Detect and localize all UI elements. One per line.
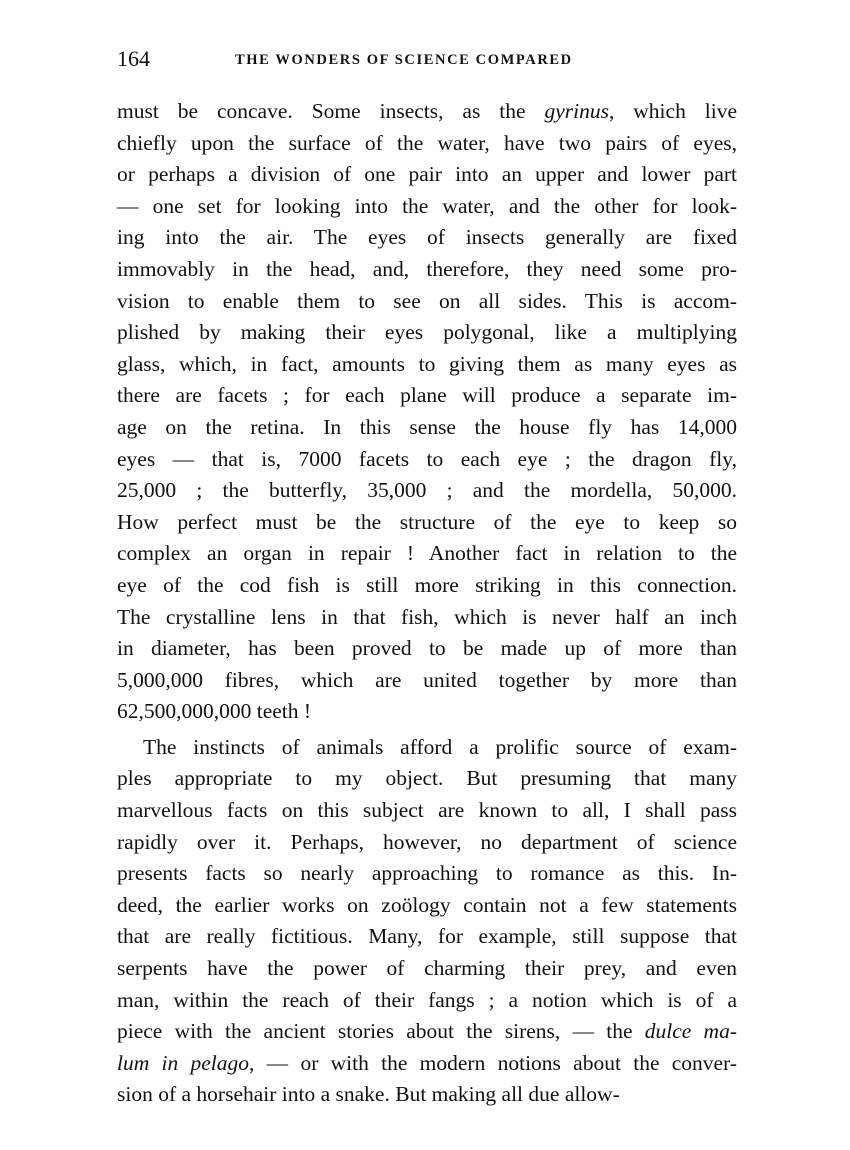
text-line: rapidly over it. Perhaps, however, no department of science <box>117 829 737 854</box>
text-line: man, within the reach of their fangs ; a notion which is of a <box>117 987 737 1012</box>
text-line: sion of a horsehair into a snake. But making all due allow- <box>117 1082 620 1107</box>
text-line: ing into the air. The eyes of insects generally are fixed <box>117 225 737 250</box>
text-line: marvellous facts on this subject are known to all, I shall pass <box>117 798 737 823</box>
text-line: immovably in the head, and, therefore, they need some pro- <box>117 256 737 281</box>
italic-term: lum in pelago <box>117 1050 250 1075</box>
text-line: complex an organ in repair ! Another fact in relation to the <box>117 541 737 566</box>
paragraph <box>117 732 737 1111</box>
text-line: that are really fictitious. Many, for example, still suppose that <box>117 924 737 949</box>
italic-term: gyrinus <box>544 99 609 123</box>
text-line: The crystalline lens in that fish, which is never half an inch <box>117 604 737 629</box>
text-line: lum in pelago, — or with the modern notions about the conver- <box>117 1050 737 1075</box>
italic-term: dulce ma- <box>644 1019 737 1044</box>
text-line: glass, which, in fact, amounts to giving them as many eyes as <box>117 351 737 376</box>
text-line: How perfect must be the structure of the eye to keep so <box>117 509 737 534</box>
text-line: deed, the earlier works on zoölogy contain not a few statements <box>117 892 737 917</box>
text-line: in diameter, has been proved to be made up of more than <box>117 636 737 661</box>
page-number: 164 <box>117 46 150 71</box>
text-line: presents facts so nearly approaching to romance as this. In- <box>117 861 737 886</box>
page-body-text <box>117 96 737 1111</box>
text-line: The instincts of animals afford a prolific source of exam- <box>143 734 737 759</box>
text-line: serpents have the power of charming their prey, and even <box>117 956 737 981</box>
text-line: there are facets ; for each plane will produce a separate im- <box>117 383 737 408</box>
text-line: — one set for looking into the water, and the other for look- <box>117 193 737 218</box>
running-title: THE WONDERS OF SCIENCE COMPARED <box>235 52 573 68</box>
page-header <box>117 44 737 74</box>
paragraph <box>117 96 737 728</box>
text-line: age on the retina. In this sense the house fly has 14,000 <box>117 414 737 439</box>
text-line: ples appropriate to my object. But presuming that many <box>117 766 737 791</box>
text-line: 62,500,000,000 teeth ! <box>117 699 312 724</box>
text-line: 5,000,000 fibres, which are united together by more than <box>117 667 737 692</box>
text-line: chiefly upon the surface of the water, have two pairs of eyes, <box>117 130 737 155</box>
text-line: eye of the cod fish is still more striking in this connection. <box>117 572 737 597</box>
text-line: vision to enable them to see on all sides. This is accom- <box>117 288 737 313</box>
text-line: must be concave. Some insects, as the gyrinus, which live <box>117 99 737 123</box>
text-line: plished by making their eyes polygonal, like a multiplying <box>117 320 737 345</box>
text-line: piece with the ancient stories about the sirens, — the dulce ma- <box>117 1019 737 1044</box>
text-line: 25,000 ; the butterfly, 35,000 ; and the mordella, 50,000. <box>117 478 737 503</box>
text-line: eyes — that is, 7000 facets to each eye ; the dragon fly, <box>117 446 737 471</box>
text-line: or perhaps a division of one pair into an upper and lower part <box>117 162 737 187</box>
